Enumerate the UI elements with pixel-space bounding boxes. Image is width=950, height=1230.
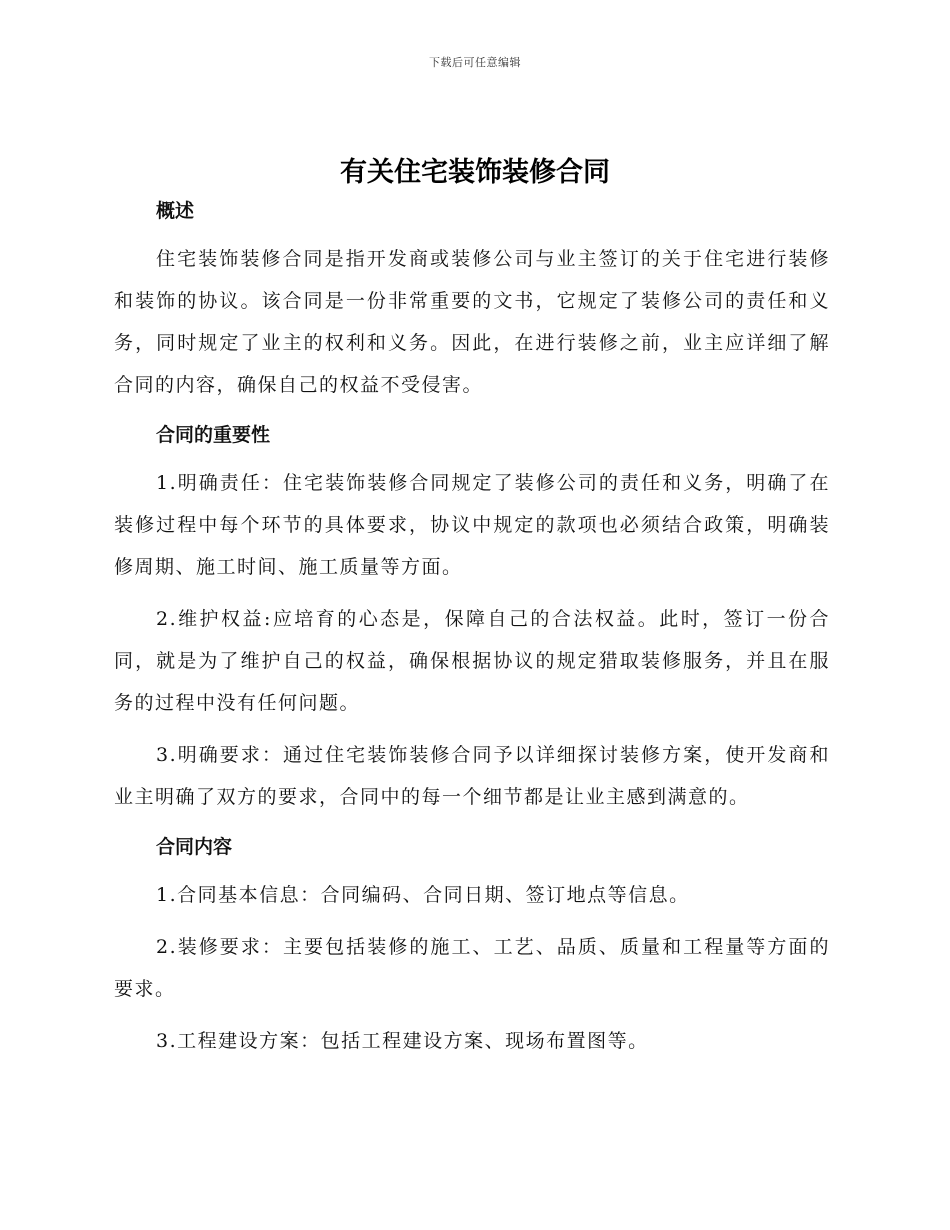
importance-paragraph-2: 2.维护权益:应培育的心态是，保障自己的合法权益。此时，签订一份合同，就是为了维护自己的权益，确保根据协议的规定猎取装修服务，并且在服务的过程中没有任何问题。: [114, 608, 830, 714]
document-body: [114, 196, 830, 1072]
importance-paragraph-1: 1.明确责任：住宅装饰装修合同规定了装修公司的责任和义务，明确了在装修过程中每个环节的具体要求，协议中规定的款项也必须结合政策，明确装修周期、施工时间、施工质量等方面。: [114, 472, 830, 578]
contents-paragraph-2: 2.装修要求：主要包括装修的施工、工艺、品质、质量和工程量等方面的要求。: [114, 936, 830, 1000]
section-heading-importance: 合同的重要性: [156, 424, 271, 446]
overview-paragraph: 住宅装饰装修合同是指开发商或装修公司与业主签订的关于住宅进行装修和装饰的协议。该合同是一份非常重要的文书，它规定了装修公司的责任和义务，同时规定了业主的权利和义务。因此，在进行装修之前，业主应详细了解合同的内容，确保自己的权益不受侵害。: [114, 248, 830, 396]
contents-paragraph-3: 3.工程建设方案：包括工程建设方案、现场布置图等。: [156, 1030, 649, 1052]
contents-paragraph-1: 1.合同基本信息：合同编码、合同日期、签订地点等信息。: [156, 884, 690, 906]
importance-paragraph-3: 3.明确要求：通过住宅装饰装修合同予以详细探讨装修方案，使开发商和业主明确了双方的要求，合同中的每一个细节都是让业主感到满意的。: [114, 744, 830, 808]
section-heading-contents: 合同内容: [156, 836, 233, 858]
document-title: 有关住宅装饰装修合同: [340, 157, 610, 188]
section-heading-overview: 概述: [156, 200, 195, 222]
header-note: 下载后可任意编辑: [429, 56, 521, 69]
